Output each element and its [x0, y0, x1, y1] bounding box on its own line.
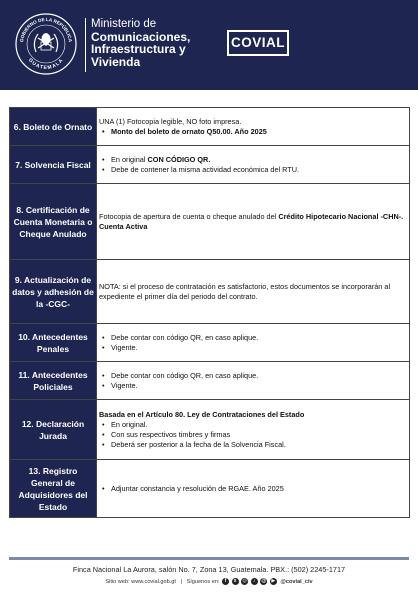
row-content: UNA (1) Fotocopia legible, NO foto impresa. • Monto del boleto de ornato Q50.00. Año 2025: [97, 108, 410, 146]
list-item: • Adjuntar constancia y resolución de RGAE. Año 2025: [99, 484, 406, 494]
row-content: NOTA: si el proceso de contratación es satisfactorio, estos documentos se incorporarán al expediente el primer día del periodo del contrato.: [97, 260, 410, 324]
list-item: • Monto del boleto de ornato Q50.00. Año 2025: [99, 127, 406, 137]
social-handle[interactable]: @covial_civ: [280, 578, 313, 585]
page-header: [0, 0, 418, 90]
table-row: [10, 362, 410, 400]
youtube-icon[interactable]: ▶: [271, 578, 276, 584]
covial-logo: COVIAL: [227, 30, 289, 56]
footer-address: Finca Nacional La Aurora, salón No. 7, Zona 13, Guatemala. PBX.: (502) 2245-1717: [72, 565, 346, 574]
website-link[interactable]: Sitio web: www.covial.gob.gt: [105, 578, 176, 585]
row-content: [97, 362, 410, 400]
threads-icon[interactable]: @: [261, 578, 267, 584]
ministry-name: Ministerio de Comunicaciones, Infraestructura y Vivienda: [91, 18, 191, 69]
table-row: [10, 400, 410, 460]
footer-bar: [9, 557, 409, 560]
list-item: • Debe contar con código QR, en caso aplique.: [99, 333, 406, 343]
table-row: [10, 108, 410, 146]
row-label: 6. Boleto de Ornato: [10, 108, 97, 146]
list-item: • Vigente.: [99, 343, 406, 353]
facebook-icon[interactable]: f: [222, 578, 229, 585]
list-item: • Vigente.: [99, 381, 406, 391]
svg-text:GUATEMALA: GUATEMALA: [26, 57, 65, 72]
row-label: 12. Declaración Jurada: [10, 400, 97, 460]
row-label: 10. Antecedentes Penales: [10, 324, 97, 362]
list-item: • Con sus respectivos timbres y firmas: [99, 430, 406, 440]
row-content: [97, 146, 410, 184]
row-label: 11. Antecedentes Policiales: [10, 362, 97, 400]
row-content: Basada en el Artículo 80. Ley de Contrataciones del Estado • En original. • Con sus respectivos timbres y firmas • Deberá ser posterior a la fecha de la Solvencia Fiscal.: [97, 400, 410, 460]
table-row: [10, 324, 410, 362]
row-label: 8. Certificación de Cuenta Monetaria o Cheque Anulado: [10, 184, 97, 260]
svg-text:GOBIERNO DE LA REPÚBLICA: GOBIERNO DE LA REPÚBLICA: [19, 16, 73, 43]
list-item: • Debe contar con código QR, en caso aplique.: [99, 371, 406, 381]
row-label: 7. Solvencia Fiscal: [10, 146, 97, 184]
footer-contact: Sitio web: www.covial.gob.gt | Síguenos en: f x ◎ ♪ @ ▶ @covial_civ: [105, 578, 313, 585]
header-divider: [85, 18, 86, 72]
row-content: [97, 460, 410, 518]
table-row: [10, 146, 410, 184]
list-item: • Deberá ser posterior a la fecha de la Solvencia Fiscal.: [99, 440, 406, 450]
table-row: [10, 260, 410, 324]
row-content: Fotocopia de apertura de cuenta o cheque anulado del Crédito Hipotecario Nacional -CHN-. Cuenta Activa: [97, 184, 410, 260]
table-row: [10, 460, 410, 518]
instagram-icon[interactable]: ◎: [242, 578, 247, 584]
guatemala-seal-icon: [14, 12, 78, 76]
list-item: • En original.: [99, 420, 406, 430]
row-label: 13. Registro General de Adquisidores del Estado: [10, 460, 97, 518]
list-item: • En original CON CÓDIGO QR.: [99, 155, 406, 165]
table-row: [10, 184, 410, 260]
x-icon[interactable]: x: [232, 578, 239, 585]
row-content: [97, 324, 410, 362]
row-label: 9. Actualización de datos y adhesión de la -CGC-: [10, 260, 97, 324]
list-item: • Debe de contener la misma actividad económica del RTU.: [99, 165, 406, 175]
requirements-table: [9, 107, 410, 518]
tiktok-icon[interactable]: ♪: [251, 578, 258, 585]
